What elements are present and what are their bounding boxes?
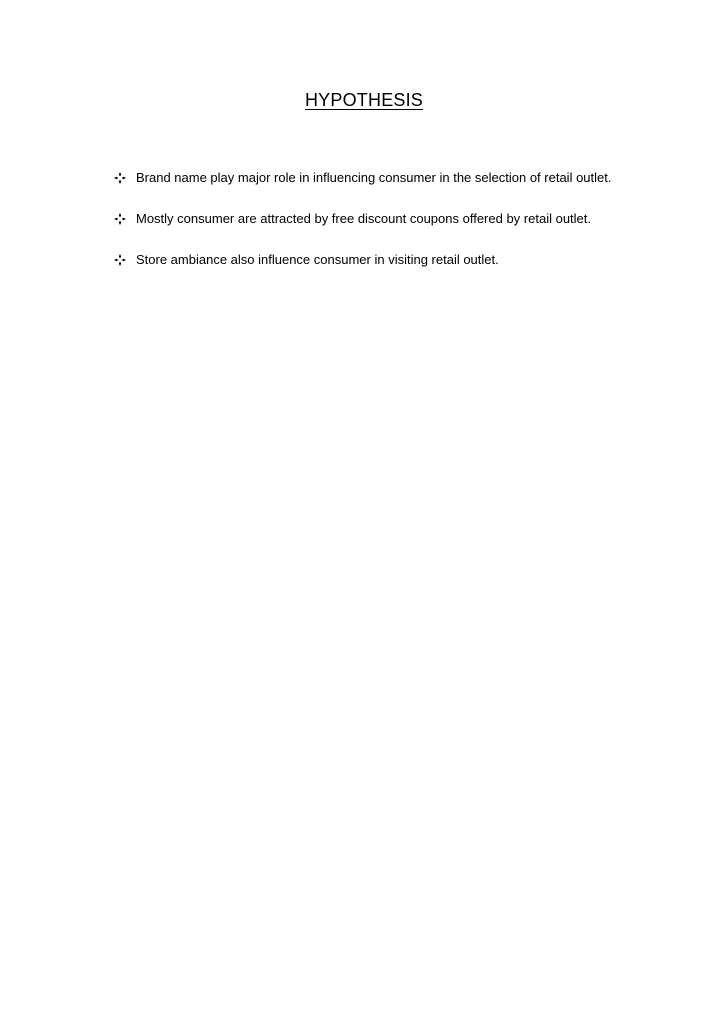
page-title: [0, 90, 728, 111]
diamond-bullet-icon: [114, 172, 126, 184]
page-title-text: HYPOTHESIS: [304, 90, 424, 110]
hypothesis-list: [114, 168, 714, 291]
diamond-bullet-icon: [114, 254, 126, 266]
list-item-text: Mostly consumer are attracted by free discount coupons offered by retail outlet.: [136, 211, 591, 226]
list-item-text: Brand name play major role in influencing consumer in the selection of retail outlet.: [136, 170, 612, 185]
list-item: [114, 209, 714, 229]
diamond-bullet-icon: [114, 213, 126, 225]
list-item: [114, 168, 714, 188]
list-item: [114, 250, 714, 270]
list-item-text: Store ambiance also influence consumer in visiting retail outlet.: [136, 252, 499, 267]
